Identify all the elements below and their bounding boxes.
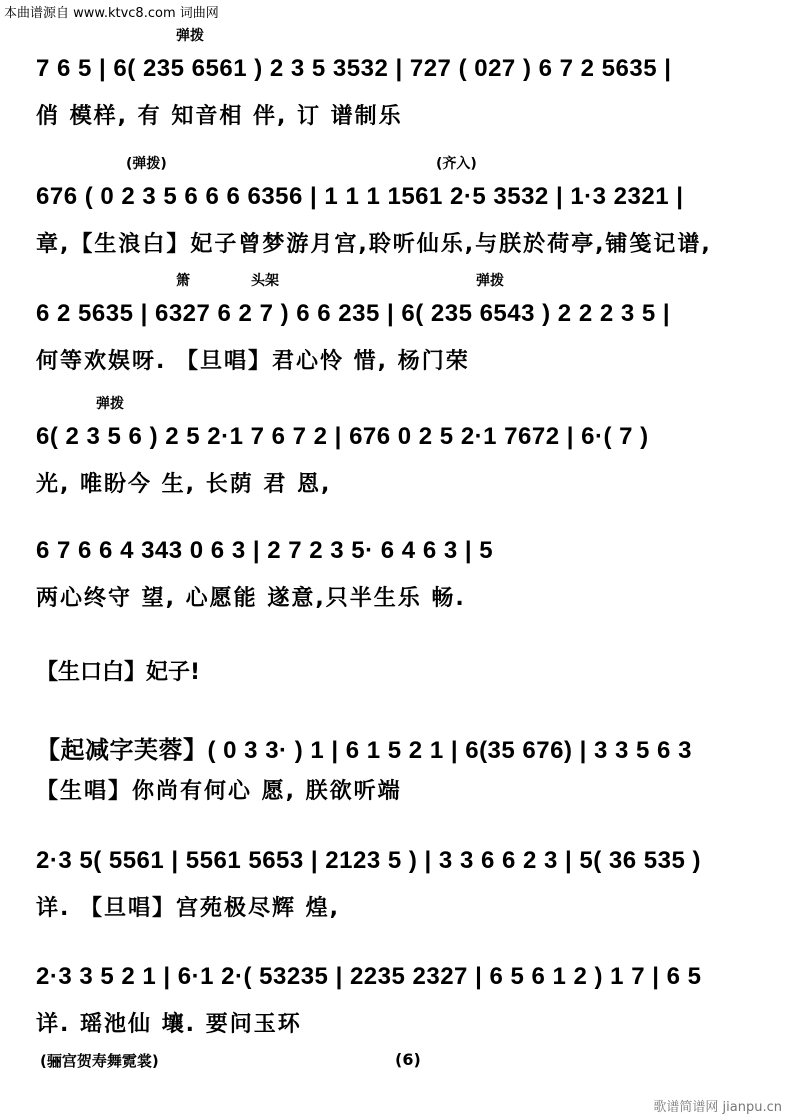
lyric-line: 俏 模样, 有 知音相 伴, 订 谱制乐	[36, 104, 403, 129]
page-header: 本曲谱源自 www.ktvc8.com 词曲网	[4, 6, 219, 21]
performance-mark: 头架	[251, 273, 279, 289]
notation-line: 【起减字芙蓉】( 0 3 3· ) 1 | 6 1 5 2 1 | 6(35 676) | 3 3 5 6 3	[36, 737, 692, 764]
performance-mark: 弹拨	[176, 28, 204, 44]
performance-mark: 箫	[176, 273, 190, 289]
notation-line: 2·3 3 5 2 1 | 6·1 2·( 53235 | 2235 2327 | 6 5 6 1 2 ) 1 7 | 6 5	[36, 963, 702, 990]
notation-line: 6 2 5635 | 6327 6 2 7 ) 6 6 235 | 6( 235 6543 ) 2 2 2 3 5 |	[36, 300, 671, 327]
source-title: (骊宫贺寿舞霓裳)	[40, 1052, 159, 1070]
performance-mark: (齐入)	[436, 156, 477, 172]
notation-line: 676 ( 0 2 3 5 6 6 6 6356 | 1 1 1 1561 2·5 3532 | 1·3 2321 |	[36, 183, 684, 210]
lyric-line: 详. 【旦唱】宫苑极尽辉 煌,	[36, 896, 341, 921]
lyric-line: 章,【生浪白】妃子曾梦游月宫,聆听仙乐,与朕於荷亭,铺笺记谱,	[36, 232, 712, 257]
notation-line: 7 6 5 | 6( 235 6561 ) 2 3 5 3532 | 727 ( 027 ) 6 7 2 5635 |	[36, 55, 672, 82]
notation-line: 6( 2 3 5 6 ) 2 5 2·1 7 6 7 2 | 676 0 2 5 2·1 7672 | 6·( 7 )	[36, 423, 649, 450]
performance-mark: 弹拨	[476, 273, 504, 289]
notation-line: 6 7 6 6 4 343 0 6 3 | 2 7 2 3 5· 6 4 6 3 | 5	[36, 537, 494, 564]
watermark: 歌谱简谱网 jianpu.cn	[653, 1100, 782, 1115]
performance-mark: 弹拨	[96, 396, 124, 412]
lyric-line: 两心终守 望, 心愿能 遂意,只半生乐 畅.	[36, 586, 466, 611]
lyric-line: 光, 唯盼今 生, 长荫 君 恩,	[36, 472, 332, 497]
notation-line: 2·3 5( 5561 | 5561 5653 | 2123 5 ) | 3 3 6 6 2 3 | 5( 36 535 )	[36, 847, 701, 874]
lyric-line: 【生唱】你尚有何心 愿, 朕欲听端	[36, 779, 402, 804]
lyric-line: 何等欢娱呀. 【旦唱】君心怜 惜, 杨门荣	[36, 349, 470, 374]
spoken-dialog: 【生口白】妃子!	[36, 660, 201, 685]
performance-mark: (弹拨)	[126, 156, 167, 172]
lyric-line: 详. 瑶池仙 壤. 要问玉环	[36, 1012, 302, 1037]
page-number: (6)	[395, 1050, 421, 1069]
